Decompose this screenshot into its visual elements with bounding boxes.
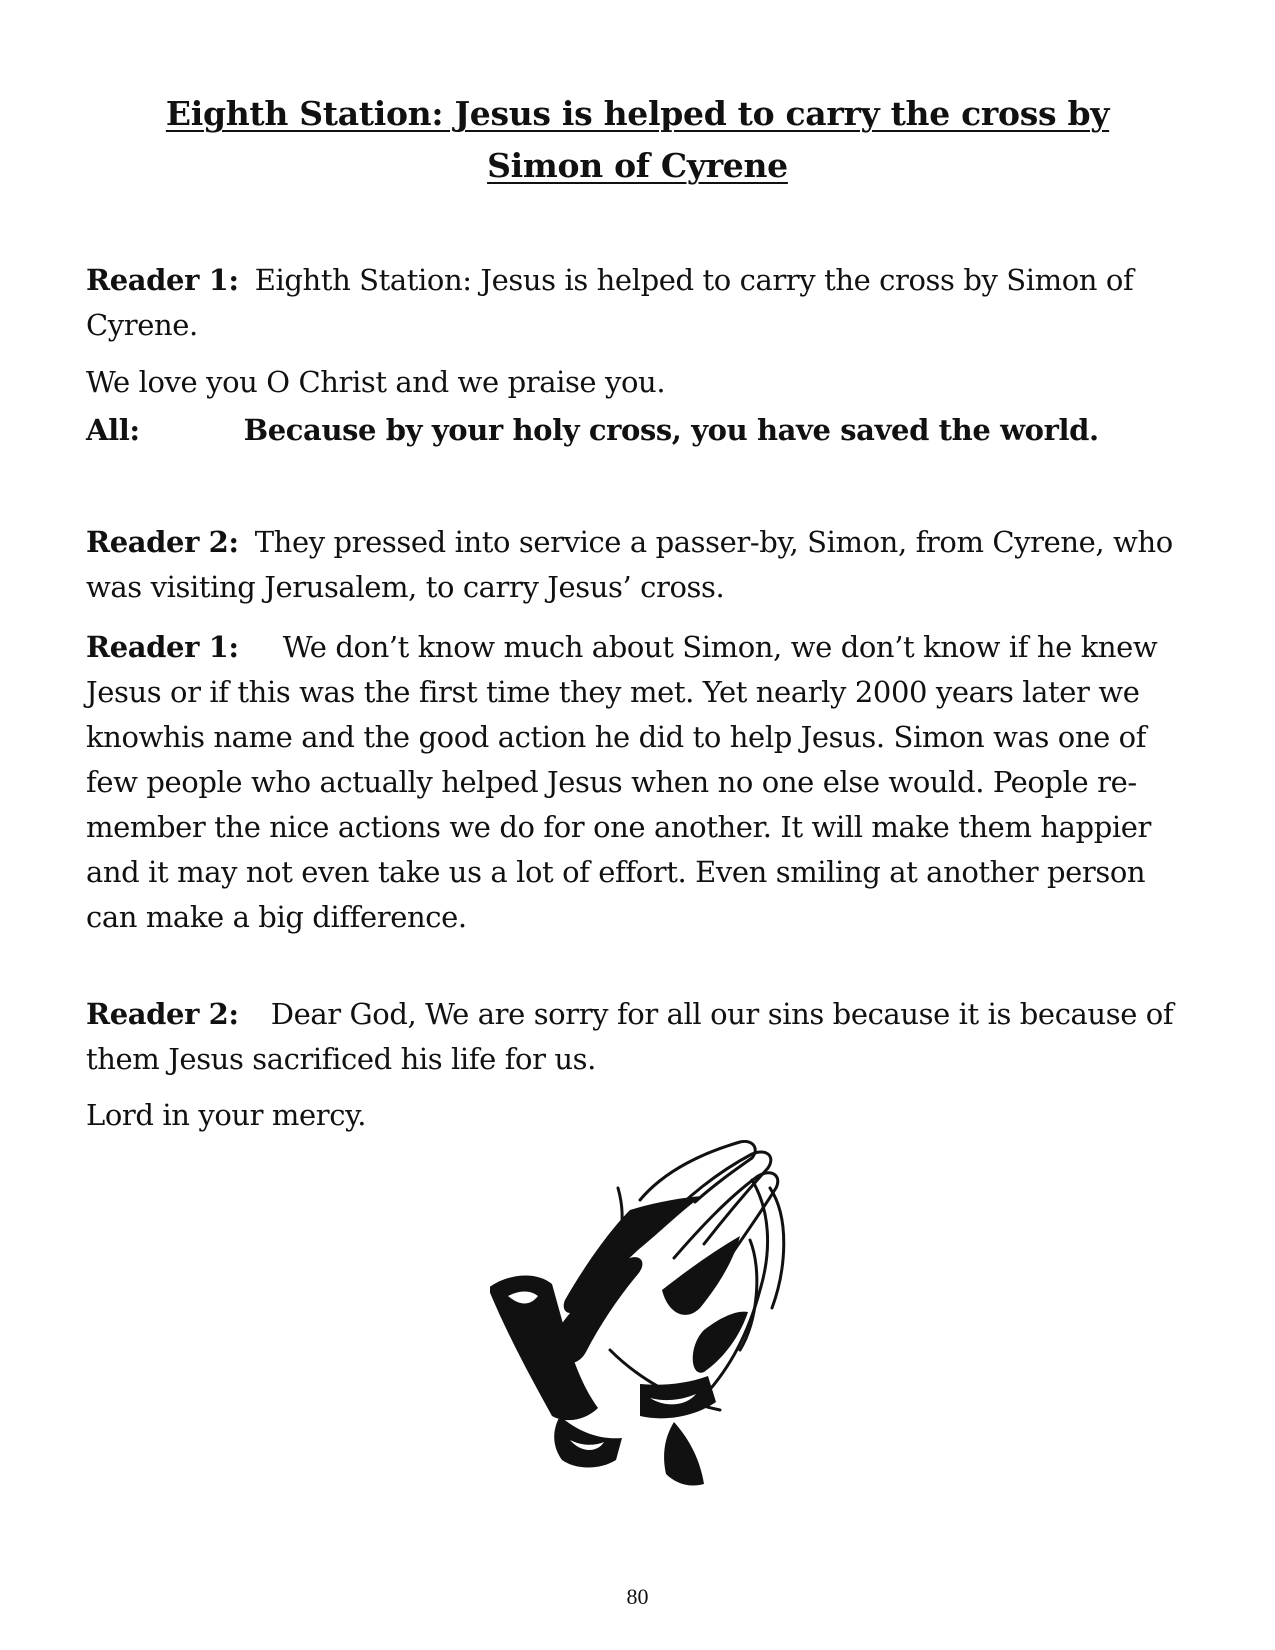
scripture-text: They pressed into service a passer-by, Simon, from Cyrene, who was visiting Jerusalem, to carry Jesus’ cross. bbox=[86, 525, 1173, 604]
title-line-1: Eighth Station: Jesus is helped to carry the cross by bbox=[165, 94, 1110, 133]
speaker-label: Reader 1: bbox=[86, 630, 239, 664]
all-response bbox=[86, 408, 1196, 453]
acclamation-text: We love you O Christ and we praise you. bbox=[86, 365, 666, 399]
page-title bbox=[0, 88, 1275, 192]
announcement-text: Eighth Station: Jesus is helped to carry the cross by Simon of Cyrene. bbox=[86, 263, 1134, 342]
speaker-label: Reader 2: bbox=[86, 997, 239, 1031]
acclamation-line bbox=[86, 360, 1196, 405]
title-line-2: Simon of Cyrene bbox=[487, 146, 788, 185]
praying-hands-icon bbox=[490, 1140, 820, 1490]
closing-line bbox=[86, 1093, 1196, 1138]
response-text: Because by your holy cross, you have saved the world. bbox=[243, 413, 1099, 447]
reader2-scripture bbox=[86, 520, 1196, 610]
reader1-reflection bbox=[86, 625, 1196, 940]
page-number: 80 bbox=[626, 1584, 649, 1609]
reader1-announcement bbox=[86, 258, 1196, 348]
reader2-prayer bbox=[86, 992, 1196, 1082]
speaker-label: Reader 2: bbox=[86, 525, 239, 559]
reflection-text: We don’t know much about Simon, we don’t know if he knew Jesus or if this was the first time they met. Yet nearly 2000 years later we knowhis name and the good action he did to help Jesus. Simon was one of few people who actually helped Jesus when no one else would. People re-member the nice actions we do for one another. It will make them happier and it may not even take us a lot of effort. Even smiling at another person can make a big difference. bbox=[86, 630, 1158, 934]
speaker-label: Reader 1: bbox=[86, 263, 239, 297]
speaker-label: All: bbox=[86, 413, 140, 447]
closing-text: Lord in your mercy. bbox=[86, 1098, 367, 1132]
prayer-text: Dear God, We are sorry for all our sins because it is because of them Jesus sacrificed his life for us. bbox=[86, 997, 1174, 1076]
